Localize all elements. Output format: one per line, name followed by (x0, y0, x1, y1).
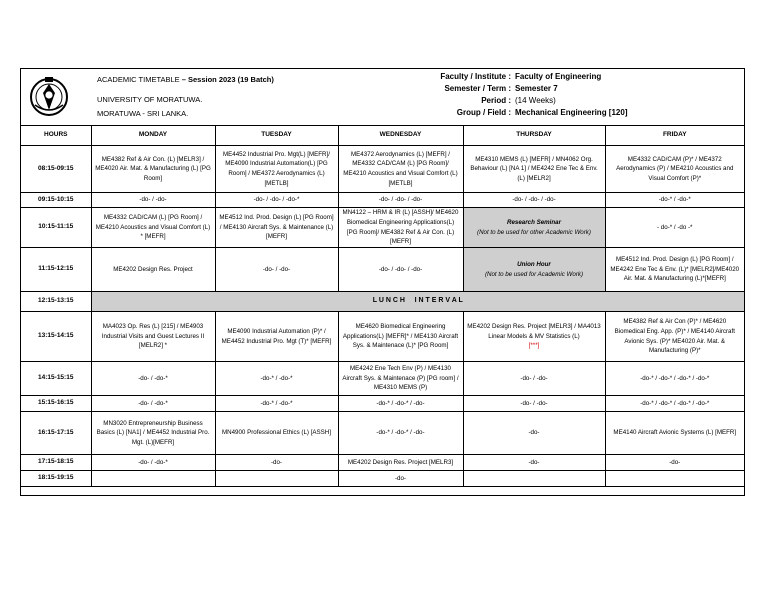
schedule-cell: ME4090 Industrial Automation (P)* / ME4452 Industrial Pro. Mgt (T)* [MEFR] (215, 312, 338, 362)
schedule-cell: ME4140 Aircraft Avionic Systems (L) [MEFR] (605, 412, 744, 455)
table-row (21, 312, 744, 362)
schedule-cell (463, 312, 605, 362)
schedule-cell: ME4332 CAD/CAM (P)* / ME4372 Aerodynamics (P) / ME4210 Acoustics and Visual Comfort (P)* (605, 146, 744, 193)
schedule-cell: -do- (338, 471, 463, 487)
time-cell: 16:15-17:15 (21, 412, 91, 455)
time-cell: 18:15-19:15 (21, 471, 91, 487)
schedule-cell: -do-* / -do-* / -do-* / -do-* (605, 362, 744, 396)
schedule-cell: ME4202 Design Res. Project [MELR3] (338, 455, 463, 471)
schedule-cell: -do- / -do- (215, 248, 338, 292)
header-row (21, 125, 744, 146)
col-wednesday: WEDNESDAY (338, 125, 463, 146)
schedule-cell: -do- / -do- / -do- (338, 193, 463, 208)
schedule-cell: -do-* / -do-* (605, 193, 744, 208)
university-name: UNIVERSITY OF MORATUWA. (97, 95, 203, 104)
schedule-cell: - do-* / -do -* (605, 208, 744, 248)
schedule-cell (605, 471, 744, 487)
table-row (21, 292, 744, 312)
col-monday: MONDAY (91, 125, 215, 146)
union-hour-cell (463, 248, 605, 292)
header-field-value: Mechanical Engineering [120] (515, 108, 628, 117)
schedule-cell: -do- (463, 412, 605, 455)
schedule-cell: -do-* / -do-* (215, 396, 338, 412)
schedule-cell: MA4023 Op. Res (L) [215] / ME4903 Industrial Visits and Guest Lectures II [MELR2] * (91, 312, 215, 362)
schedule-cell: ME4382 Ref & Air Con (P)* / ME4620 Biomedical Eng. App. (P)* / ME4140 Aircraft Avionic Sys. (P)* ME4020 Air. Mat. & Manufacturing (P)* (605, 312, 744, 362)
schedule-cell: -do- (215, 455, 338, 471)
schedule-text: ME4202 Design Res. Project [MELR3] / MA4013 Linear Models & MV Statistics (L) (467, 323, 601, 340)
university-crest-icon (29, 75, 69, 119)
table-row (21, 471, 744, 487)
time-cell: 14:15-15:15 (21, 362, 91, 396)
header-field-value: Faculty of Engineering (515, 72, 602, 81)
table-row (21, 193, 744, 208)
schedule-cell: ME4332 CAD/CAM (L) [PG Room] / ME4210 Acoustics and Visual Comfort (L) * [MEFR] (91, 208, 215, 248)
schedule-cell: -do- / -do-* (91, 396, 215, 412)
col-tuesday: TUESDAY (215, 125, 338, 146)
schedule-cell: -do-* / -do-* / -do-* / -do-* (605, 396, 744, 412)
schedule-cell: ME4452 Industrial Pro. Mgt(L) [MEFR]/ ME4090 Industrial Automation(L) [PG Room] / ME4372 Aerodynamics (L) [METLB] (215, 146, 338, 193)
time-cell: 11:15-12:15 (21, 248, 91, 292)
unassigned-room-marker: [***] (528, 342, 540, 350)
schedule-cell (91, 471, 215, 487)
timetable-grid (21, 125, 744, 487)
time-cell: 13:15-14:15 (21, 312, 91, 362)
table-row (21, 396, 744, 412)
header-field-label: Semester / Term : (444, 84, 511, 93)
schedule-cell: -do-* / -do-* / -do- (338, 412, 463, 455)
timetable-header (21, 69, 744, 126)
schedule-cell: ME4382 Ref & Air Con. (L) [MELR3] / ME4020 Air. Mat. & Manufacturing (L) [PG Room] (91, 146, 215, 193)
table-row (21, 208, 744, 248)
schedule-cell: -do- (463, 455, 605, 471)
schedule-cell: ME4202 Design Res. Project (91, 248, 215, 292)
schedule-cell (215, 471, 338, 487)
header-field-label: Group / Field : (456, 108, 511, 117)
schedule-cell: -do- / -do- / -do- (338, 248, 463, 292)
header-field-value: (14 Weeks) (515, 96, 556, 105)
table-row (21, 248, 744, 292)
university-location: MORATUWA - SRI LANKA. (97, 109, 189, 118)
schedule-cell: -do- / -do- / -do- (463, 193, 605, 208)
timetable-sheet (20, 68, 745, 496)
schedule-cell: ME4372 Aerodynamics (L) [MEFR] / ME4332 CAD/CAM (L) [PG Room]/ ME4210 Acoustics and Visual Comfort (L) [METLB] (338, 146, 463, 193)
schedule-cell: ME4310 MEMS (L) [MEFR] / MN4062 Org. Behaviour (L) [NA 1] / ME4242 Ene Tec & Env. (L) [MELR2] (463, 146, 605, 193)
schedule-cell: ME4512 Ind. Prod. Design (L) [PG Room] / ME4242 Ene Tec & Env. (L)* [MELR2]/ME4020 Air. Mat. & Manufacturing (L)*[MEFR] (605, 248, 744, 292)
schedule-cell: MN4900 Professional Ethics (L) [ASSH] (215, 412, 338, 455)
time-cell: 12:15-13:15 (21, 292, 91, 312)
schedule-cell: -do- (605, 455, 744, 471)
col-friday: FRIDAY (605, 125, 744, 146)
schedule-cell: -do- / -do- (463, 362, 605, 396)
schedule-cell: -do- / -do-* (91, 362, 215, 396)
schedule-cell (463, 471, 605, 487)
research-seminar-title: Research Seminar (507, 218, 561, 226)
schedule-cell: -do-* / -do-* / -do- (338, 396, 463, 412)
schedule-cell: MN4122 – HRM & IR (L) [ASSH]/ ME4620 Biomedical Engineering Applications(L) [PG Room]/ ME4382 Ref & Air Con. (L) [MEFR] (338, 208, 463, 248)
schedule-cell: -do-* / -do-* (215, 362, 338, 396)
schedule-cell: -do- / -do- (463, 396, 605, 412)
time-cell: 15:15-16:15 (21, 396, 91, 412)
col-hours: HOURS (21, 125, 91, 146)
union-hour-title: Union Hour (517, 260, 551, 268)
time-cell: 10:15-11:15 (21, 208, 91, 248)
time-cell: 17:15-18:15 (21, 455, 91, 471)
table-row (21, 146, 744, 193)
research-seminar-note: (Not to be used for other Academic Work) (477, 228, 591, 236)
table-row (21, 362, 744, 396)
header-field-label: Period : (481, 96, 511, 105)
col-thursday: THURSDAY (463, 125, 605, 146)
schedule-cell: ME4242 Ene Tech Env (P) / ME4130 Aircraft Sys. & Maintenace (P) [PG room] / ME4310 MEMS (P) (338, 362, 463, 396)
schedule-cell: -do- / -do- (91, 193, 215, 208)
table-row (21, 412, 744, 455)
header-field-label: Faculty / Institute : (440, 72, 511, 81)
timetable-title: ACADEMIC TIMETABLE – Session 2023 (19 Batch) (97, 75, 274, 84)
time-cell: 08:15-09:15 (21, 146, 91, 193)
schedule-cell: MN3020 Entrepreneurship Business Basics (L) [NA1] / ME4452 Industrial Pro. Mgt. (L)[MEFR] (91, 412, 215, 455)
time-cell: 09:15-10:15 (21, 193, 91, 208)
research-seminar-cell (463, 208, 605, 248)
table-row (21, 455, 744, 471)
schedule-cell: ME4620 Biomedical Engineering Applications(L) [MEFR]* / ME4130 Aircraft Sys. & Maintenace (L)* [PG Room] (338, 312, 463, 362)
schedule-cell: -do- / -do-* (91, 455, 215, 471)
schedule-cell: ME4512 Ind. Prod. Design (L) [PG Room] / ME4130 Aircraft Sys. & Maintenance (L) [MEFR] (215, 208, 338, 248)
union-hour-note: (Not to be used for Academic Work) (484, 270, 584, 278)
schedule-cell: -do- / -do- / -do-* (215, 193, 338, 208)
lunch-interval-cell: L U N C H I N T E R V A L (91, 292, 744, 312)
header-field-value: Semester 7 (515, 84, 558, 93)
